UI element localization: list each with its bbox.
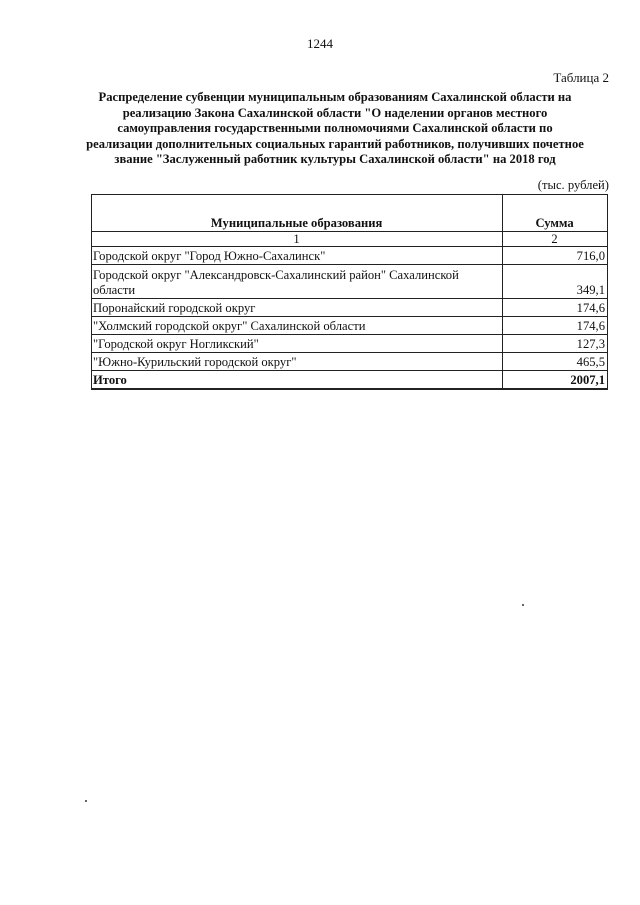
title-line: Распределение субвенции муниципальным образованиям Сахалинской области на	[98, 90, 572, 104]
municipality-name: Городской округ "Город Южно-Сахалинск"	[92, 247, 503, 265]
table-row	[92, 247, 608, 265]
subvention-sum: 349,1	[503, 265, 608, 299]
municipality-name: Поронайский городской округ	[92, 299, 503, 317]
title-line: реализацию Закона Сахалинской области "О наделении органов местного	[122, 105, 548, 120]
table-header-row	[92, 195, 608, 232]
municipality-name: "Городской округ Ногликский"	[92, 335, 503, 353]
total-row	[92, 371, 608, 390]
units-note: (тыс. рублей)	[537, 178, 609, 192]
municipality-name-line: области	[93, 283, 136, 297]
subvention-sum: 174,6	[503, 299, 608, 317]
document-title	[70, 90, 600, 168]
table-row	[92, 317, 608, 335]
subvention-table	[91, 194, 608, 390]
municipality-name	[92, 265, 503, 299]
page-number: 1244	[307, 36, 333, 51]
scan-speck	[85, 800, 87, 802]
subvention-sum: 465,5	[503, 353, 608, 371]
column-number-row	[92, 232, 608, 247]
municipality-name-line: Городской округ "Александровск-Сахалинский район" Сахалинской	[93, 268, 459, 282]
total-label: Итого	[92, 371, 503, 390]
column-number: 1	[92, 232, 503, 247]
subvention-sum: 127,3	[503, 335, 608, 353]
table-row	[92, 335, 608, 353]
total-sum: 2007,1	[503, 371, 608, 390]
table-row	[92, 265, 608, 299]
municipality-name: "Южно-Курильский городской округ"	[92, 353, 503, 371]
table-row	[92, 353, 608, 371]
subvention-sum: 174,6	[503, 317, 608, 335]
title-line: самоуправления государственными полномочиями Сахалинской области по	[117, 121, 553, 136]
table-row	[92, 299, 608, 317]
subvention-sum: 716,0	[503, 247, 608, 265]
header-municipalities: Муниципальные образования	[92, 195, 503, 232]
table-label: Таблица 2	[553, 70, 609, 85]
municipality-name: "Холмский городской округ" Сахалинской области	[92, 317, 503, 335]
scan-speck	[522, 604, 524, 606]
title-line: звание "Заслуженный работник культуры Сахалинской области" на 2018 год	[114, 152, 556, 167]
header-sum: Сумма	[503, 195, 608, 232]
column-number: 2	[503, 232, 608, 247]
title-line: реализации дополнительных социальных гарантий работников, получивших почетное	[86, 136, 584, 151]
